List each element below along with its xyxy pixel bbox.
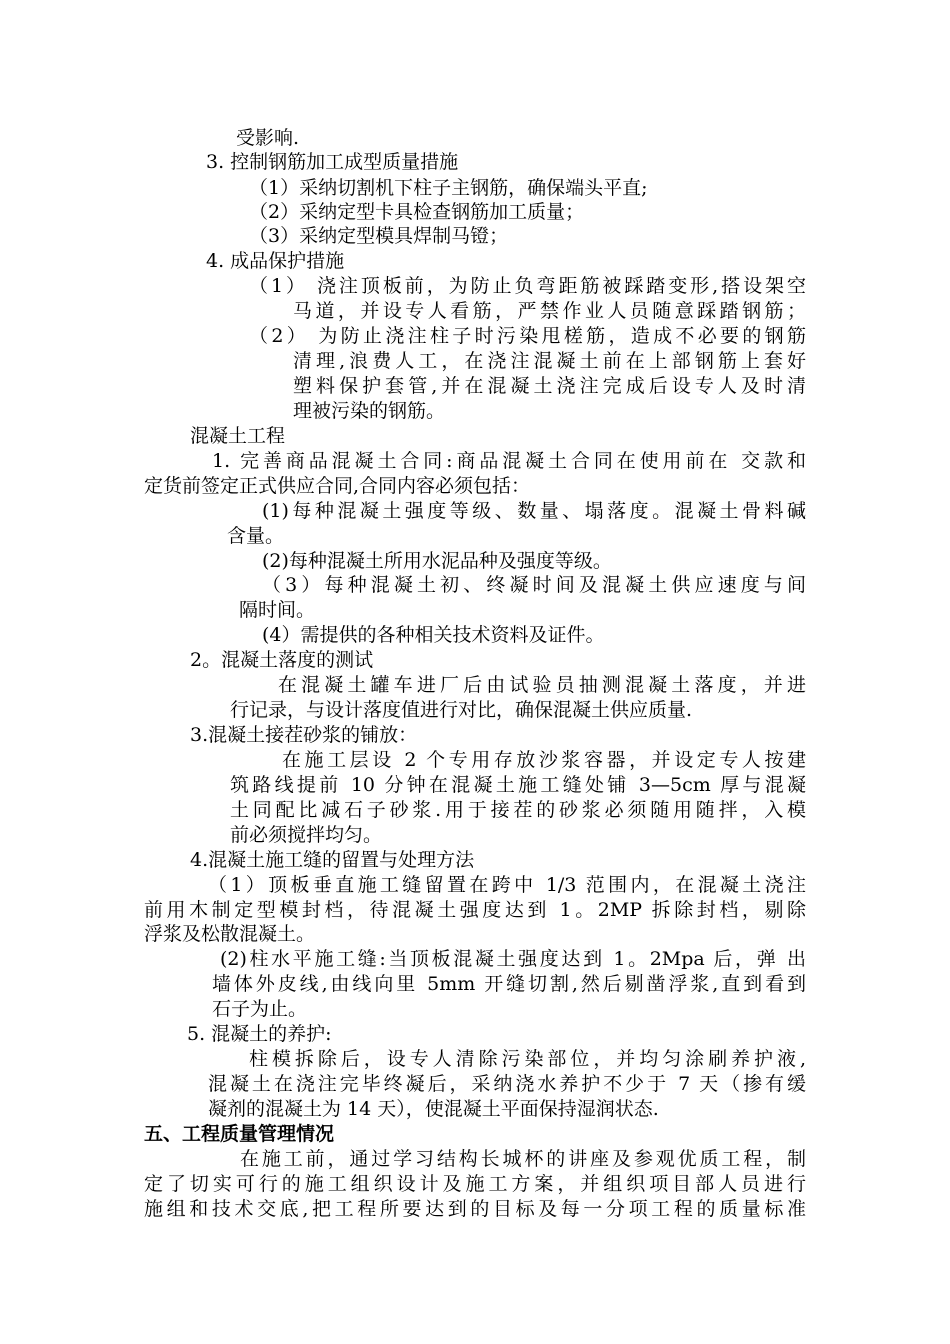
paragraph-line: 行记录，与设计落度值进行对比，确保混凝土供应质量. [230,699,693,721]
list-item: （1）采纳切割机下柱子主钢筋，确保端头平直; [249,177,648,199]
text-line: 理被污染的钢筋。 [293,400,446,422]
section-heading: 2。混凝土落度的测试 [190,649,374,671]
paragraph-line: 在施工层设 2 个专用存放沙浆容器，并设定专人按建 [282,749,806,771]
paragraph-line: 1. 完善商品混凝土合同:商品混凝土合同在使用前在 交款和 [212,450,806,472]
section-heading: 5. 混凝土的养护: [187,1023,332,1045]
paragraph-line: 定货前签定正式供应合同,合同内容必须包括： [144,475,531,497]
list-item: （2）采纳定型卡具检查钢筋加工质量； [249,201,585,223]
paragraph-line: 浮浆及松散混凝土。 [144,923,316,945]
list-item: （3）采纳定型模具焊制马镫； [249,225,509,247]
paragraph-line: 施组和技术交底,把工程所要达到的目标及每一分项工程的质量标准 [144,1198,806,1220]
list-item: (1)每种混凝土强度等级、数量、塌落度。混凝土骨料碱 [262,500,806,522]
text-line: 受影响. [236,127,300,149]
subsection-title: 混凝土工程 [190,425,286,447]
paragraph-line: 土同配比减石子砂浆.用于接茬的砂浆必须随用随拌，入模 [230,799,806,821]
text-line: 马道，并设专人看筋，严禁作业人员随意踩踏钢筋； [293,300,806,322]
paragraph-line: 前用木制定型模封档，待混凝土强度达到 1。2MP 拆除封档，剔除 [144,899,806,921]
paragraph-line: 石子为止。 [212,998,308,1020]
list-item: （2） 为防止浇注柱子时污染甩槎筋，造成不必要的钢筋 [249,325,806,347]
paragraph-line: 在施工前，通过学习结构长城杯的讲座及参观优质工程，制 [240,1148,806,1170]
paragraph-line: （1）顶板垂直施工缝留置在跨中 1/3 范围内，在混凝土浇注 [208,874,806,896]
paragraph-line: 混凝土在浇注完毕终凝后，采纳浇水养护不少于 7 天（掺有缓 [208,1073,806,1095]
text-line: 塑料保护套管,并在混凝土浇注完成后设专人及时清 [293,375,806,397]
paragraph-line: 筑路线提前 10 分钟在混凝土施工缝处铺 3—5cm 厚与混凝 [230,774,806,796]
paragraph-line: 定了切实可行的施工组织设计及施工方案，并组织项目部人员进行 [144,1173,806,1195]
paragraph-line: 在混凝土罐车进厂后由试验员抽测混凝土落度，并进 [278,674,806,696]
paragraph-line: 前必须搅拌均匀。 [230,824,383,846]
paragraph-line: 墙体外皮线,由线向里 5mm 开缝切割,然后剔凿浮浆,直到看到 [212,973,806,995]
paragraph-line: 凝剂的混凝土为 14 天），使混凝土平面保持湿润状态. [208,1098,659,1120]
list-item: （1） 浇注顶板前，为防止负弯距筋被踩踏变形,搭设架空 [249,275,806,297]
list-item: (4）需提供的各种相关技术资料及证件。 [262,624,605,646]
text-line: 清理,浪费人工，在浇注混凝土前在上部钢筋上套好 [293,350,806,372]
chapter-heading: 五、工程质量管理情况 [144,1123,335,1145]
section-heading: 4.混凝土施工缝的留置与处理方法 [190,849,475,871]
section-heading: 4. 成品保护措施 [206,250,345,272]
text-line: 含量。 [227,525,285,547]
paragraph-line: 柱模拆除后，设专人清除污染部位，并均匀涂刷养护液, [249,1048,806,1070]
paragraph-line: (2)柱水平施工缝:当顶板混凝土强度达到 1。2Mpa 后，弹 出 [220,948,806,970]
section-heading: 3.混凝土接茬砂浆的铺放： [190,724,418,746]
list-item: （3）每种混凝土初、终凝时间及混凝土供应速度与间 [262,574,806,596]
list-item: (2)每种混凝土所用水泥品种及强度等级。 [262,550,612,572]
section-heading: 3. 控制钢筋加工成型质量措施 [206,151,459,173]
text-line: 隔时间。 [239,599,316,621]
